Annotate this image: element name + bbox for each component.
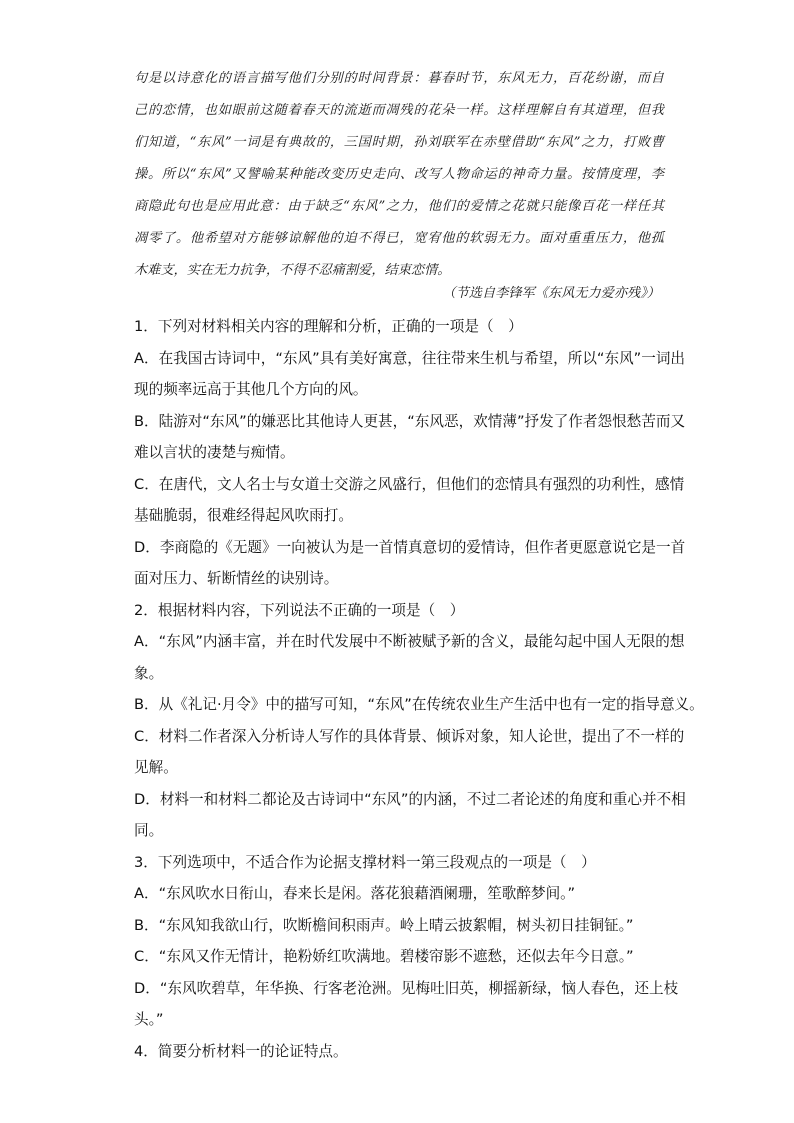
question-line: 象。 [134, 664, 164, 682]
question-line: A．“东风”内涵丰富，并在时代发展中不断被赋予新的含义，最能勾起中国人无限的想 [134, 633, 685, 650]
question-list [134, 311, 704, 1067]
passage-excerpt [134, 63, 664, 287]
question-line: 2．根据材料内容，下列说法不正确的一项是（ ） [134, 601, 465, 619]
question-line: 1．下列对材料相关内容的理解和分析，正确的一项是（ ） [134, 318, 523, 335]
passage-line: 凋零了。他希望对方能够谅解他的迫不得已，宽宥他的软弱无力。面对重重压力，他孤 [134, 231, 664, 246]
question-line: B．从《礼记·月令》中的描写可知，“东风”在传统农业生产生活中也有一定的指导意义。 [134, 696, 704, 713]
question-line: 基础脆弱，很难经得起风吹雨打。 [134, 507, 353, 524]
question-line: 4．简要分析材料一的论证特点。 [134, 1042, 348, 1060]
question-line: D．李商隐的《无题》一向被认为是一首情真意切的爱情诗，但作者更愿意说它是一首 [134, 538, 686, 556]
question-line: D．材料一和材料二都论及古诗词中“东风”的内涵，不过二者论述的角度和重心并不相 [134, 790, 686, 808]
question-line: 头。” [134, 1011, 164, 1028]
question-line: C．“东风又作无情计，艳粉娇红吹满地。碧楼帘影不遮愁，还似去年今日意。” [134, 948, 634, 965]
question-line: 难以言状的凄楚与痴情。 [134, 444, 295, 461]
question-line: C．在唐代，文人名士与女道士交游之风盛行，但他们的恋情具有强烈的功利性，感情 [134, 475, 685, 493]
passage-line: 操。所以“东风”又譬喻某种能改变历史走向、改写人物命运的神奇力量。按情度理，李 [134, 167, 664, 182]
passage-source: （节选自李锋军《东风无力爱亦残》） [442, 286, 660, 301]
question-line: D．“东风吹碧草，年华换、行客老沧洲。见梅吐旧英，柳摇新绿，恼人春色，还上枝 [134, 979, 679, 997]
question-line: 现的频率远高于其他几个方向的风。 [134, 381, 368, 398]
question-line: 同。 [134, 822, 164, 839]
question-line: 3．下列选项中，不适合作为论据支撑材料一第三段观点的一项是（ ） [134, 853, 596, 871]
question-line: B．陆游对“东风”的嫌恶比其他诗人更甚，“东风恶，欢情薄”抒发了作者怨恨愁苦而又 [134, 412, 686, 430]
question-line: B．“东风知我欲山行，吹断檐间积雨声。岭上晴云披絮帽，树头初日挂铜钲。” [134, 916, 634, 934]
passage-line: 们知道，“东风”一词是有典故的，三国时期，孙刘联军在赤壁借助“东风”之力，打败曹 [134, 135, 664, 150]
question-line: 见解。 [134, 759, 178, 776]
question-line: A．在我国古诗词中，“东风”具有美好寓意，往往带来生机与希望，所以“东风”一词出 [134, 349, 686, 367]
passage-line: 商隐此句也是应用此意：由于缺乏“东风”之力，他们的爱情之花就只能像百花一样任其 [134, 199, 664, 214]
question-line: 面对压力、斩断情丝的诀别诗。 [134, 570, 339, 587]
passage-line: 己的恋情，也如眼前这随着春天的流逝而凋残的花朵一样。这样理解自有其道理，但我 [134, 103, 664, 118]
question-line: A．“东风吹水日衔山，春来长是闲。落花狼藉酒阑珊，笙歌醉梦间。” [134, 885, 576, 902]
question-line: C．材料二作者深入分析诗人写作的具体背景、倾诉对象，知人论世，提出了不一样的 [134, 727, 685, 745]
passage-line: 句是以诗意化的语言描写他们分别的时间背景：暮春时节，东风无力，百花纷谢，而自 [134, 71, 664, 86]
passage-line: 木难支，实在无力抗争，不得不忍痛割爱，结束恋情。 [134, 263, 451, 278]
